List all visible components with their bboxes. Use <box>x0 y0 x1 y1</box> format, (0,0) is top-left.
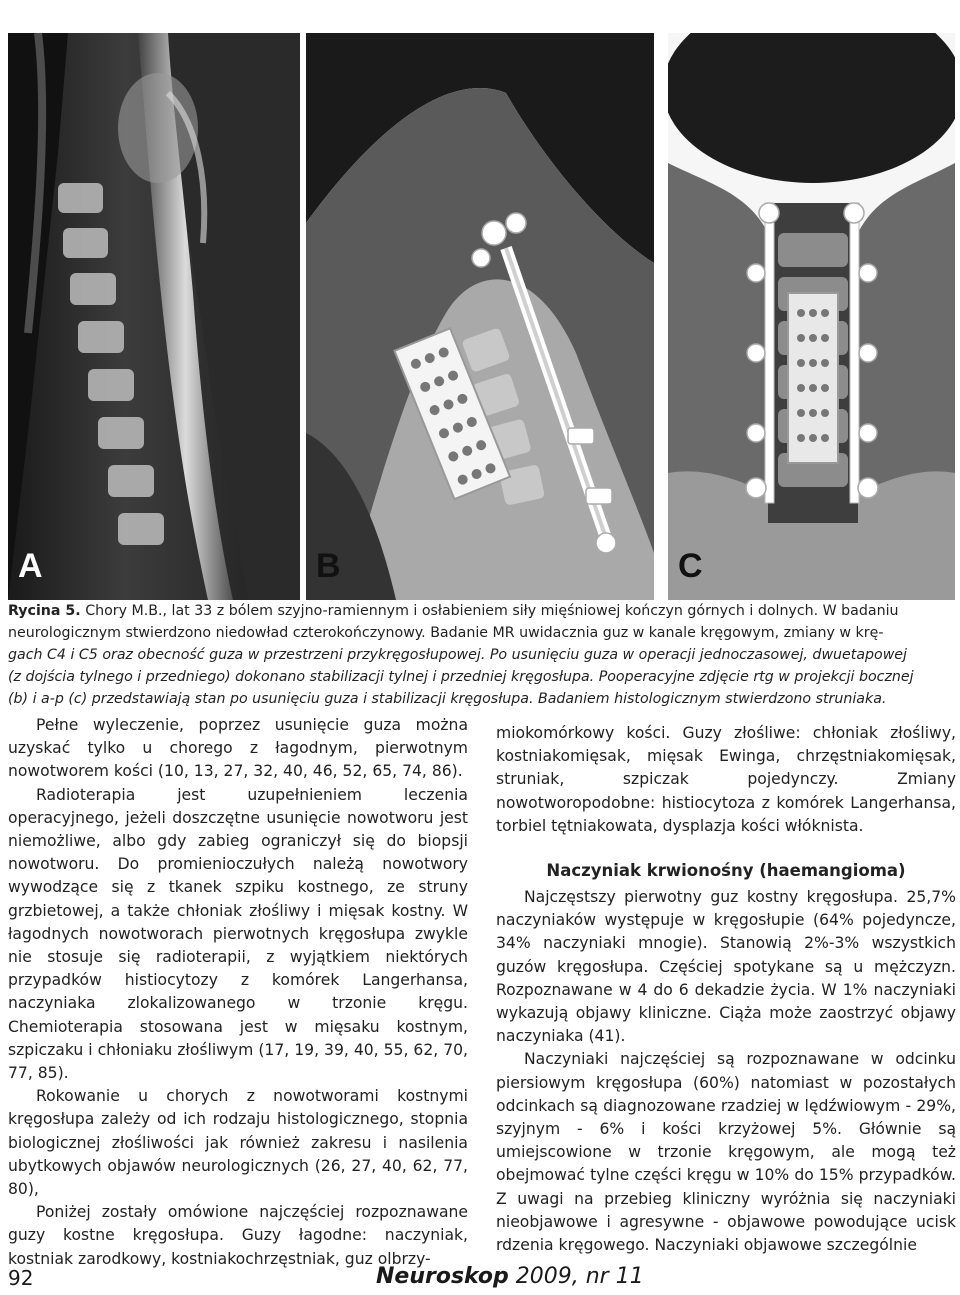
section-heading: Naczyniak krwionośny (haemangioma) <box>546 861 906 881</box>
xray-lateral-image <box>306 33 654 600</box>
panel-label-c: C <box>678 547 703 585</box>
journal-name: Neuroskop <box>376 1264 509 1289</box>
caption-line-3: gach C4 i C5 oraz obecność guza w przestrzeni przykręgosłupowej. Po usunięciu guza w operacji jednoczasowej, dwuetapowej <box>8 647 907 663</box>
paragraph: Poniżej zostały omówione najczęściej rozpoznawane guzy kostne kręgosłupa. Guzy łagodne: naczyniak, kostniak zarodkowy, kostniakochrzęstniak, guz olbrzy- <box>8 1203 468 1268</box>
panel-label-a: A <box>18 547 43 585</box>
xray-ap-image <box>668 33 955 600</box>
journal-reference <box>376 1264 644 1289</box>
page-number: 92 <box>8 1266 34 1290</box>
caption-line-4: (z dojścia tylnego i przedniego) dokonano stabilizacji tylnej i przedniej kręgosłupa. Pooperacyjne zdjęcie rtg w projekcji bocznej <box>8 669 914 685</box>
caption-line-1 <box>8 600 954 622</box>
paragraph: miokomórkowy kości. Guzy złośliwe: chłoniak złośliwy, kostniakomięsak, mięsak Ewinga, chrzęstniakomięsak, struniak, szpiczak pojedynczy. Zmiany nowotworopodobne: histiocytoza z komórek Langerhansa, torbiel tętniakowata, dysplazja kości włóknista. <box>496 724 956 835</box>
body-column-right <box>496 722 956 1257</box>
figure-panel-c-xray-ap <box>668 33 955 600</box>
paragraph: Rokowanie u chorych z nowotworami kostnymi kręgosłupa zależy od ich rodzaju histologicznego, stopnia biologicznej złośliwości jak również zakresu i nasilenia ubytkowych objawów neurologicznych (26, 27, 40, 62, 77, 80), <box>8 1087 468 1199</box>
paragraph: Najczęstszy pierwotny guz kostny kręgosłupa. 25,7% naczyniaków występuje w kręgosłupie (64% pojedyncze, 34% naczyniaki mnogie). Stanowią 2%-3% wszystkich guzów kręgosłupa. Częściej spotykane są u mężczyzn. Rozpoznawane w 4 do 6 dekadzie życia. W 1% naczyniaki wykazują objawy kliniczne. Ciąża może zaostrzyć objawy naczyniaka (41). <box>496 888 956 1046</box>
paragraph: Naczyniaki najczęściej są rozpoznawane w odcinku piersiowym kręgosłupa (60%) natomiast w pozostałych odcinkach są diagnozowane rzadziej w lędźwiowym - 29%, szyjnym - 6% i kości krzyżowej 5%. Głównie są umiejscowione w trzonie kręgowym, ale mogą też obejmować tylne części kręgu w 10% do 15% przypadków. Z uwagi na przebieg kliniczny wyróżnia się naczyniaki nieobjawowe i agresywne - objawowe powodujące ucisk rdzenia kręgowego. Naczyniaki objawowe szczególnie <box>496 1050 956 1255</box>
figure-caption <box>8 600 954 710</box>
page-footer <box>8 1264 708 1294</box>
caption-line-5: (b) i a-p (c) przedstawiają stan po usunięciu guza i stabilizacji kręgosłupa. Badaniem histologicznym stwierdzono struniaka. <box>8 691 887 707</box>
journal-issue: 2009, nr 11 <box>515 1264 644 1289</box>
paragraph: Pełne wyleczenie, poprzez usunięcie guza można uzyskać tylko u chorego z łagodnym, pierwotnym nowotworem kości (10, 13, 27, 32, 40, 46, 52, 65, 74, 86). <box>8 716 468 781</box>
mri-image <box>8 33 300 600</box>
caption-line-2: neurologicznym stwierdzono niedowład czterokończynowy. Badanie MR uwidacznia guz w kanale kręgowym, zmiany w krę- <box>8 625 884 641</box>
figure-panel-b-xray-lateral <box>306 33 654 600</box>
caption-line-1-text: Chory M.B., lat 33 z bólem szyjno-ramiennym i osłabieniem siły mięśniowej kończyn górnych i dolnych. W badaniu <box>85 603 899 619</box>
figure-panel-a-mri <box>8 33 300 600</box>
caption-lead: Rycina 5. <box>8 603 81 619</box>
paragraph: Radioterapia jest uzupełnieniem leczenia operacyjnego, jeżeli doszczętne usunięcie nowotworu jest niemożliwe, albo gdy zabieg ograniczył się do biopsji nowotworu. Do promienioczułych należą nowotwory wywodzące się z tkanek szpiku kostnego, ze struny grzbietowej, a także chłoniak złośliwy i mięsak kostny. W łagodnych nowotworach pierwotnych kręgosłupa zwykle nie stosuje się radioterapii, z wyjątkiem niektórych przypadków histiocytozy z komórek Langerhansa, naczyniaka zlokalizowanego w trzonie kręgu. Chemioterapia stosowana jest w mięsaku kostnym, szpiczaku i chłoniaku złośliwym (17, 19, 39, 40, 55, 62, 70, 77, 85). <box>8 785 468 1083</box>
body-column-left <box>8 714 468 1271</box>
panel-label-b: B <box>316 547 341 585</box>
